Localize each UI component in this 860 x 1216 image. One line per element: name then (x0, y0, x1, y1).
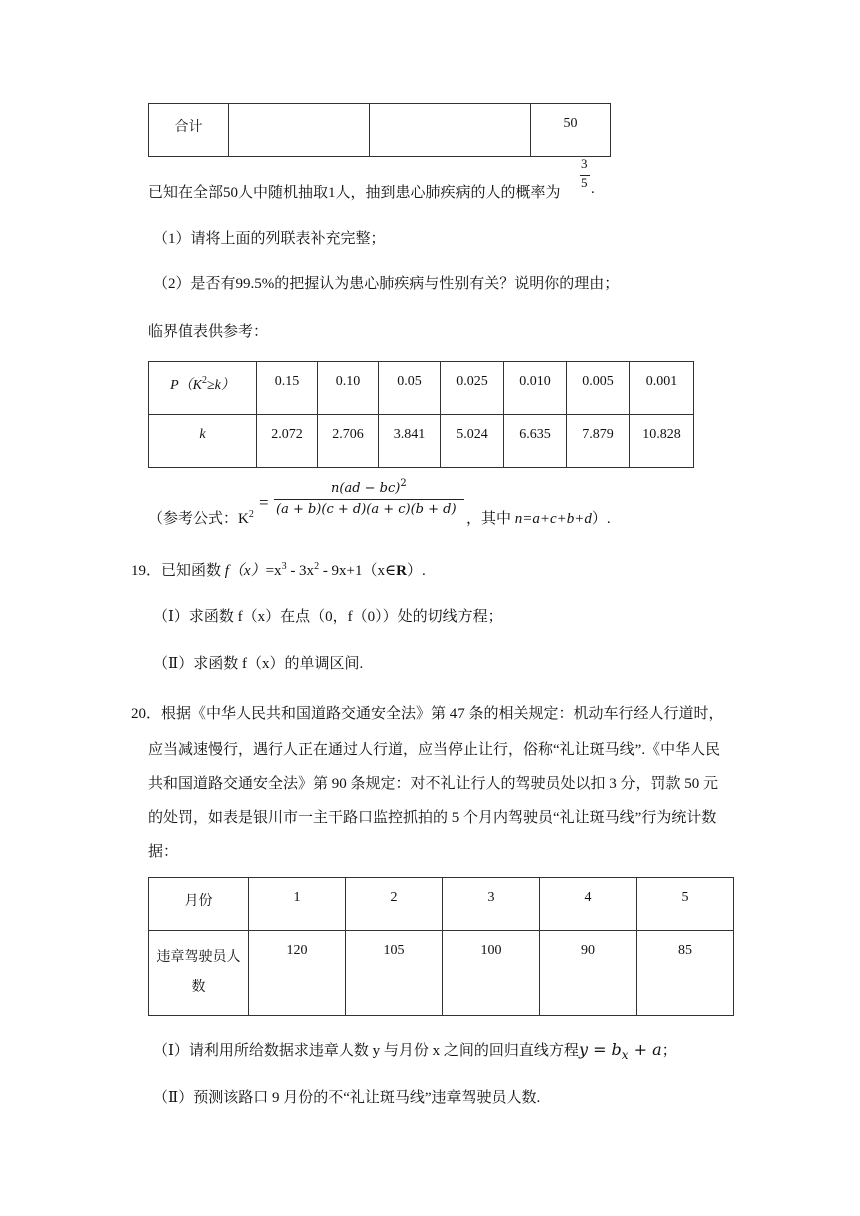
violator-count-cell: 105 (346, 931, 443, 1016)
violator-count-cell: 120 (249, 931, 346, 1016)
prob-denominator: 5 (581, 175, 588, 190)
probability-sentence: 已知在全部50人中随机抽取1人，抽到患心肺疾病的人的概率为 (148, 185, 561, 201)
problem-20-line-2: 应当减速慢行，遇行人正在通过人行道，应当停止让行，俗称“礼让斑马线”.《中华人民 (148, 742, 721, 758)
k-value-cell: 2.072 (257, 415, 318, 468)
month-cell: 1 (249, 878, 346, 931)
p-value-cell: 0.10 (318, 362, 379, 415)
contingency-table-total-row (148, 103, 611, 157)
month-cell: 2 (346, 878, 443, 931)
problem-19-part-2: （Ⅱ）求函数 f（x）的单调区间. (153, 656, 364, 672)
p-value-cell: 0.010 (504, 362, 567, 415)
problem-20-part-2: （Ⅱ）预测该路口 9 月份的不“礼让斑马线”违章驾驶员人数. (153, 1090, 541, 1106)
p-header-cell: $P(K^2\ge k)$ (149, 362, 257, 415)
month-cell: 4 (540, 878, 637, 931)
prob-period: . (591, 181, 595, 197)
month-cell: 5 (637, 878, 734, 931)
problem-19-statement: 19．已知函数 $f(x)=x^3 - 3x^2$ - 9x+1（x∈R）. (131, 561, 426, 579)
total-label-cell: 合计 (149, 104, 229, 157)
question-1: （1）请将上面的列联表补充完整； (153, 231, 386, 247)
problem-20-line-4: 的处罚，如表是银川市一主干路口监控抓拍的 5 个月内驾驶员“礼让斑马线”行为统计数 (148, 810, 717, 826)
formula-prefix: （参考公式：$K^2$ (148, 509, 254, 527)
p-value-cell: 0.001 (630, 362, 694, 415)
k-value-cell: 3.841 (379, 415, 441, 468)
formula-numerator: n(ad − bc)$^2$ (331, 478, 407, 496)
k-value-cell: 7.879 (567, 415, 630, 468)
problem-20-part-1: （Ⅰ）请利用所给数据求违章人数 y 与月份 x 之间的回归直线方程$y = b_x + a$； (153, 1040, 677, 1063)
question-2: （2）是否有99.5%的把握认为患心肺疾病与性别有关？说明你的理由； (153, 276, 620, 292)
violator-count-cell: 100 (443, 931, 540, 1016)
month-label-cell: 月份 (149, 878, 249, 931)
formula-equals: = (259, 493, 269, 512)
p-value-cell: 0.025 (441, 362, 504, 415)
prob-numerator: 3 (581, 156, 588, 171)
violator-count-cell: 90 (540, 931, 637, 1016)
violator-count-cell: 85 (637, 931, 734, 1016)
p-value-cell: 0.005 (567, 362, 630, 415)
critical-value-table (148, 361, 694, 468)
k-value-cell: 2.706 (318, 415, 379, 468)
k-value-cell: 5.024 (441, 415, 504, 468)
month-cell: 3 (443, 878, 540, 931)
k-header-cell: k (149, 415, 257, 468)
formula-denominator: (a + b)(c + d)(a + c)(b + d) (276, 502, 457, 517)
formula-suffix: ，其中 n=a+c+b+d）. (466, 511, 611, 527)
problem-20-line-5: 据： (148, 844, 179, 860)
critical-table-title: 临界值表供参考： (148, 324, 269, 340)
problem-20-line-1: 20．根据《中华人民共和国道路交通安全法》第 47 条的相关规定：机动车行经人行道时， (131, 706, 724, 722)
k-value-cell: 6.635 (504, 415, 567, 468)
violator-label-cell: 违章驾驶员人 数 (149, 931, 249, 1016)
problem-20-line-3: 共和国道路交通安全法》第 90 条规定：对不礼让行人的驾驶员处以扣 3 分，罚款 50 元 (148, 776, 719, 792)
empty-cell (370, 104, 531, 157)
problem-19-part-1: （Ⅰ）求函数 f（x）在点（0，f（0））处的切线方程； (153, 609, 503, 625)
formula-fraction-bar (274, 499, 464, 500)
k-value-cell: 10.828 (630, 415, 694, 468)
total-value-cell: 50 (531, 104, 611, 157)
empty-cell (229, 104, 370, 157)
p-value-cell: 0.05 (379, 362, 441, 415)
p-value-cell: 0.15 (257, 362, 318, 415)
violations-table (148, 877, 734, 1016)
